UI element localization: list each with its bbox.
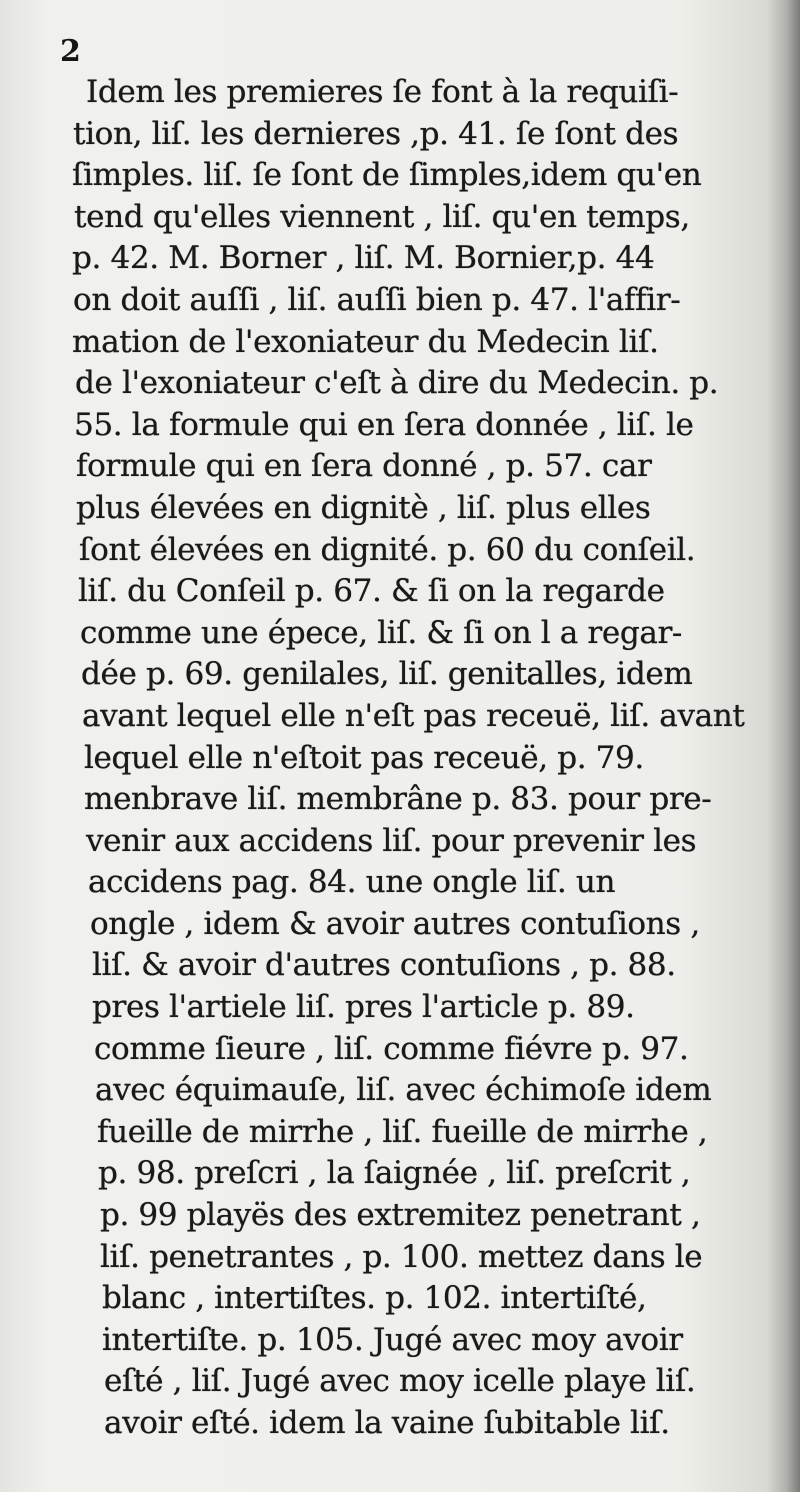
text-line: ongle , idem & avoir autres contuſions , <box>90 905 700 942</box>
text-line: p. 42. M. Borner , liſ. M. Bornier,p. 44 <box>72 240 655 277</box>
text-line: liſ. du Conſeil p. 67. & ſi on la regarde <box>78 573 665 610</box>
text-line: venir aux accidens liſ. pour prevenir les <box>86 822 697 859</box>
text-line: Idem les premieres ſe font à la requiſi- <box>86 74 679 110</box>
text-line: p. 99 playës des extremitez penetrant , <box>100 1197 701 1234</box>
text-line: avant lequel elle n'eſt pas receuë, liſ. avant <box>82 697 745 734</box>
errata-text <box>70 72 790 1445</box>
text-line: mation de l'exoniateur du Medecin liſ. <box>72 323 659 360</box>
text-line: menbrave liſ. membrâne p. 83. pour pre- <box>84 781 712 818</box>
text-line: comme ſieure , liſ. comme fiévre p. 97. <box>94 1030 689 1067</box>
text-line: intertiſte. p. 105. Jugé avec moy avoir <box>102 1321 683 1358</box>
text-line: accidens pag. 84. une ongle liſ. un <box>88 864 616 901</box>
page-number: 2 <box>60 34 81 69</box>
text-line: ſimples. liſ. ſe ſont de ſimples,idem qu'en <box>72 157 702 194</box>
text-line: avec équimauſe, liſ. avec échimoſe idem <box>95 1072 712 1109</box>
text-line: liſ. penetrantes , p. 100. mettez dans le <box>100 1238 703 1275</box>
text-line: tion, liſ. les dernieres ,p. 41. ſe ſont des <box>73 115 679 152</box>
text-line: liſ. & avoir d'autres contuſions , p. 88. <box>92 947 676 984</box>
text-line: de l'exoniateur c'eſt à dire du Medecin. p. <box>75 365 719 402</box>
text-line: avoir eſté. idem la vaine ſubitable liſ. <box>104 1405 670 1441</box>
text-line: dée p. 69. genilales, liſ. genitalles, idem <box>81 656 693 693</box>
text-line: formule qui en ſera donné , p. 57. car <box>76 448 652 485</box>
text-line: fueille de mirrhe , liſ. fueille de mirrhe , <box>97 1113 708 1150</box>
text-line: p. 98. preſcri , la ſaignée , liſ. preſcrit , <box>98 1155 691 1192</box>
text-line: lequel elle n'eſtoit pas receuë, p. 79. <box>84 739 644 776</box>
text-line: 55. la formule qui en ſera donnée , liſ. le <box>74 406 694 443</box>
text-line: comme une épece, liſ. & ſi on l a regar- <box>80 614 683 651</box>
text-line: on doit auſſi , liſ. auſſi bien p. 47. l'affir- <box>73 281 681 318</box>
text-line: ſont élevées en dignité. p. 60 du conſeil. <box>79 531 696 568</box>
text-line: plus élevées en dignitè , liſ. plus elles <box>76 489 651 526</box>
text-line: pres l'artiele liſ. pres l'article p. 89. <box>92 989 635 1026</box>
text-line: eſté , liſ. Jugé avec moy icelle playe liſ. <box>104 1363 696 1400</box>
text-line: tend qu'elles viennent , liſ. qu'en temps, <box>74 198 690 235</box>
text-line: blanc , intertiſtes. p. 102. intertiſté, <box>102 1280 647 1317</box>
